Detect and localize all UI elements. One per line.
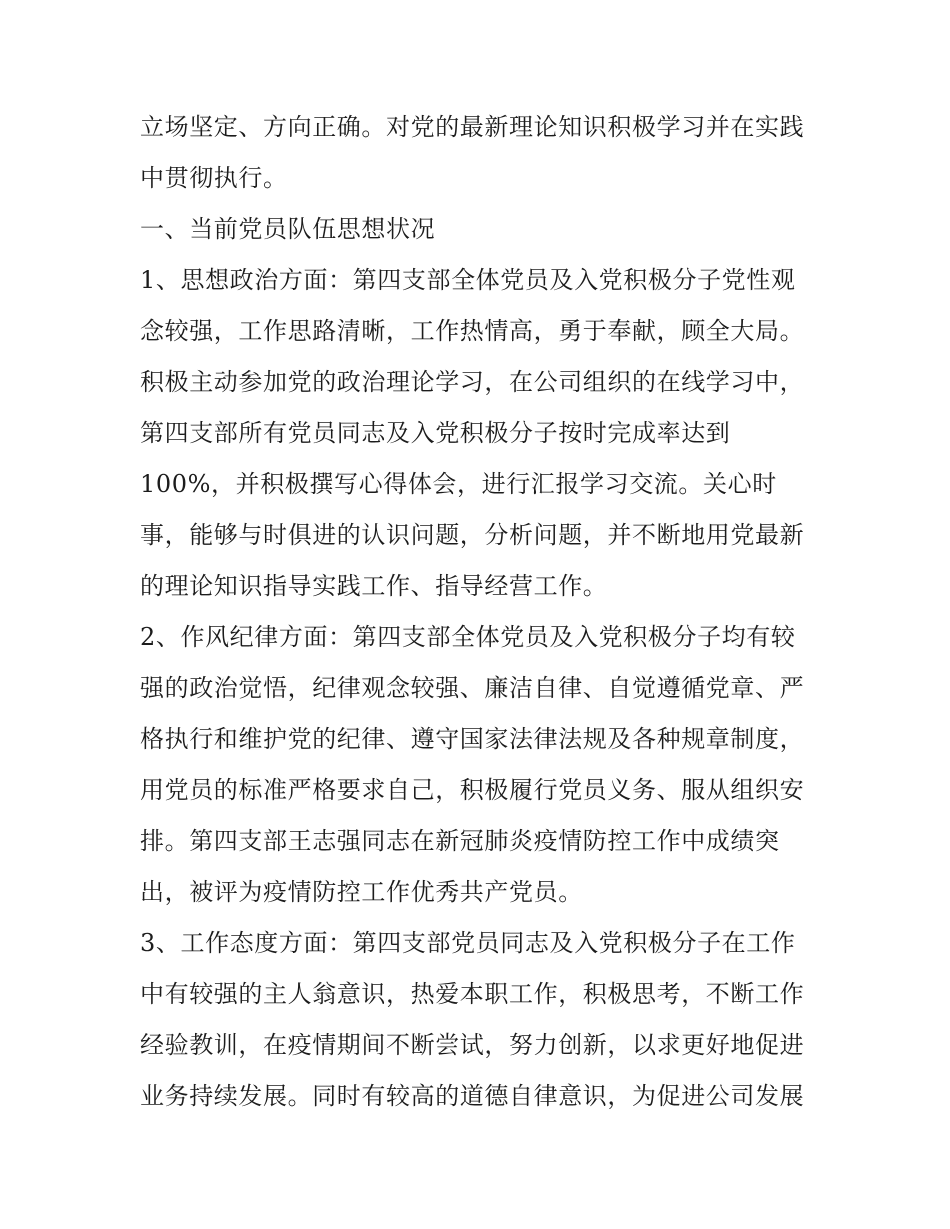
text-line: 排。第四支部王志强同志在新冠肺炎疫情防控工作中成绩突 bbox=[140, 827, 780, 855]
text-line: 格执行和维护党的纪律、遵守国家法律法规及各种规章制度， bbox=[140, 725, 805, 753]
text-line: 的理论知识指导实践工作、指导经营工作。 bbox=[140, 572, 608, 600]
text-line: 念较强，工作思路清晰，工作热情高，勇于奉献，顾全大局。 bbox=[140, 317, 805, 345]
text-line: 经验教训，在疫情期间不断尝试，努力创新，以求更好地促进 bbox=[140, 1031, 805, 1059]
text-line: 中贯彻执行。 bbox=[140, 164, 288, 192]
text-line: 用党员的标准严格要求自己，积极履行党员义务、服从组织安 bbox=[140, 776, 805, 804]
text-line: 业务持续发展。同时有较高的道德自律意识，为促进公司发展 bbox=[140, 1082, 805, 1110]
text-line: 2、作风纪律方面：第四支部全体党员及入党积极分子均有较 bbox=[140, 623, 796, 651]
text-line: 出，被评为疫情防控工作优秀共产党员。 bbox=[140, 878, 583, 906]
text-line: 强的政治觉悟，纪律观念较强、廉洁自律、自觉遵循党章、严 bbox=[140, 674, 805, 702]
text-line: 积极主动参加党的政治理论学习，在公司组织的在线学习中， bbox=[140, 368, 805, 396]
section-heading: 一、当前党员队伍思想状况 bbox=[140, 215, 436, 243]
text-line: 事，能够与时俱进的认识问题，分析问题，并不断地用党最新 bbox=[140, 521, 805, 549]
text-line: 3、工作态度方面：第四支部党员同志及入党积极分子在工作 bbox=[140, 929, 796, 957]
text-line: 1、思想政治方面：第四支部全体党员及入党积极分子党性观 bbox=[140, 266, 796, 294]
text-line: 第四支部所有党员同志及入党积极分子按时完成率达到 bbox=[140, 419, 731, 447]
text-line: 立场坚定、方向正确。对党的最新理论知识积极学习并在实践 bbox=[140, 113, 805, 141]
text-line: 100%，并积极撰写心得体会，进行汇报学习交流。关心时 bbox=[140, 470, 777, 498]
text-line: 中有较强的主人翁意识，热爱本职工作，积极思考，不断工作 bbox=[140, 980, 805, 1008]
